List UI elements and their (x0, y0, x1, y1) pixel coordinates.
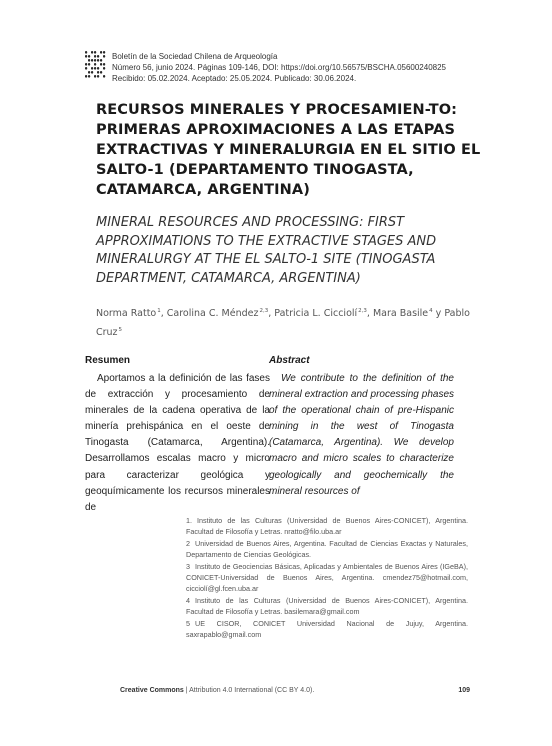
author-affiliation-mark: 2,3 (259, 308, 269, 314)
journal-name: Boletín de la Sociedad Chilena de Arqueología (112, 52, 278, 61)
license-detail: | Attribution 4.0 International (CC BY 4.0). (183, 687, 315, 694)
article-title: RECURSOS MINERALES Y PROCESAMIEN-TO: PRIMERAS APROXIMACIONES A LAS ETAPAS EXTRACTIVAS Y MINERALURGIA EN EL SITIO EL SALTO-1 (DEPARTAMENTO TINOGASTA, CATAMARCA, ARGENTINA) (96, 102, 481, 198)
journal-dates: Recibido: 05.02.2024. Aceptado: 25.05.2024. Publicado: 30.06.2024. (112, 74, 357, 83)
journal-logo-icon (84, 50, 106, 80)
article-subtitle: MINERAL RESOURCES AND PROCESSING: FIRST APPROXIMATIONS TO THE EXTRACTIVE STAGES AND MINERALURGY AT THE EL SALTO-1 SITE (TINOGASTA DEPARTMENT, CATAMARCA, ARGENTINA) (96, 215, 437, 286)
author-name: Mara Basile (372, 308, 429, 319)
abstract-en-heading: Abstract (269, 355, 310, 366)
abstract-en-text: We contribute to the definition of the mineral extraction and processing phases of the operational chain of pre-Hispanic mining in the west of Tinogasta (Catamarca, Argentina). We develop macro and micro scales to characterize geologically and geochemically the mineral resources of (269, 373, 454, 497)
abstract-english (269, 355, 454, 500)
footnote: 2 Universidad de Buenos Aires, Argentina. Facultad de Ciencias Exactas y Naturales, Departamento de Ciencias Geológicas. (186, 539, 468, 559)
license-name-link[interactable]: Creative Commons (120, 687, 184, 694)
page-number: 109 (458, 687, 470, 694)
author-affiliation-mark: 5 (118, 327, 123, 333)
abstract-es-text: Aportamos a la definición de las fases de extracción y procesamiento de minerales de la cadena operativa de la minería prehispánica en el oeste de Tinogasta (Catamarca, Argentina). Desarrollamos escalas macro y micro para caracterizar geológica y geoquímicamente los recursos minerales de (85, 373, 270, 513)
author-affiliation-mark: 1 (157, 308, 161, 314)
author-name: Pablo Cruz (96, 308, 470, 338)
author-affiliation-mark: 4 (429, 308, 433, 314)
footnote: 5 UE CISOR, CONICET Universidad Nacional de Jujuy, Argentina. saxrapablo@gmail.com (186, 619, 468, 639)
footnote: 3 Instituto de Geociencias Básicas, Aplicadas y Ambientales de Buenos Aires (IGeBA), CONICET-Universidad de Buenos Aires, Argentina. cmendez75@hotmail.com, cicciolí@gl.fcen.uba.ar (186, 562, 468, 593)
author-name: Patricia L. Cicciolí (274, 308, 358, 319)
author-name: Norma Ratto (96, 308, 157, 319)
page-footer (120, 686, 470, 696)
affiliation-footnotes (186, 516, 468, 643)
abstract-spanish (85, 355, 270, 516)
author-list: Norma Ratto$^1$, Carolina C. Méndez$^{2,3}$, Patricia L. Cicciolí$^{2,3}$, Mara Basile$^4$ y Pablo Cruz$^5$ (96, 308, 470, 338)
journal-info (112, 51, 512, 84)
author-affiliation-mark: 2,3 (358, 308, 367, 314)
author-name: Carolina C. Méndez (166, 308, 259, 319)
journal-issue: Número 56, junio 2024. Páginas 109-146, DOI: https://doi.org/10.56575/BSCHA.05600240825 (112, 63, 447, 72)
footnote: 1. Instituto de las Culturas (Universidad de Buenos Aires-CONICET), Argentina. Facultad de Filosofía y Letras. nratto@filo.uba.ar (186, 516, 468, 536)
abstract-es-heading: Resumen (85, 355, 131, 366)
footnote: 4 Instituto de las Culturas (Universidad de Buenos Aires-CONICET), Argentina. Facultad de Filosofía y Letras. basilemara@gmail.com (186, 596, 468, 616)
